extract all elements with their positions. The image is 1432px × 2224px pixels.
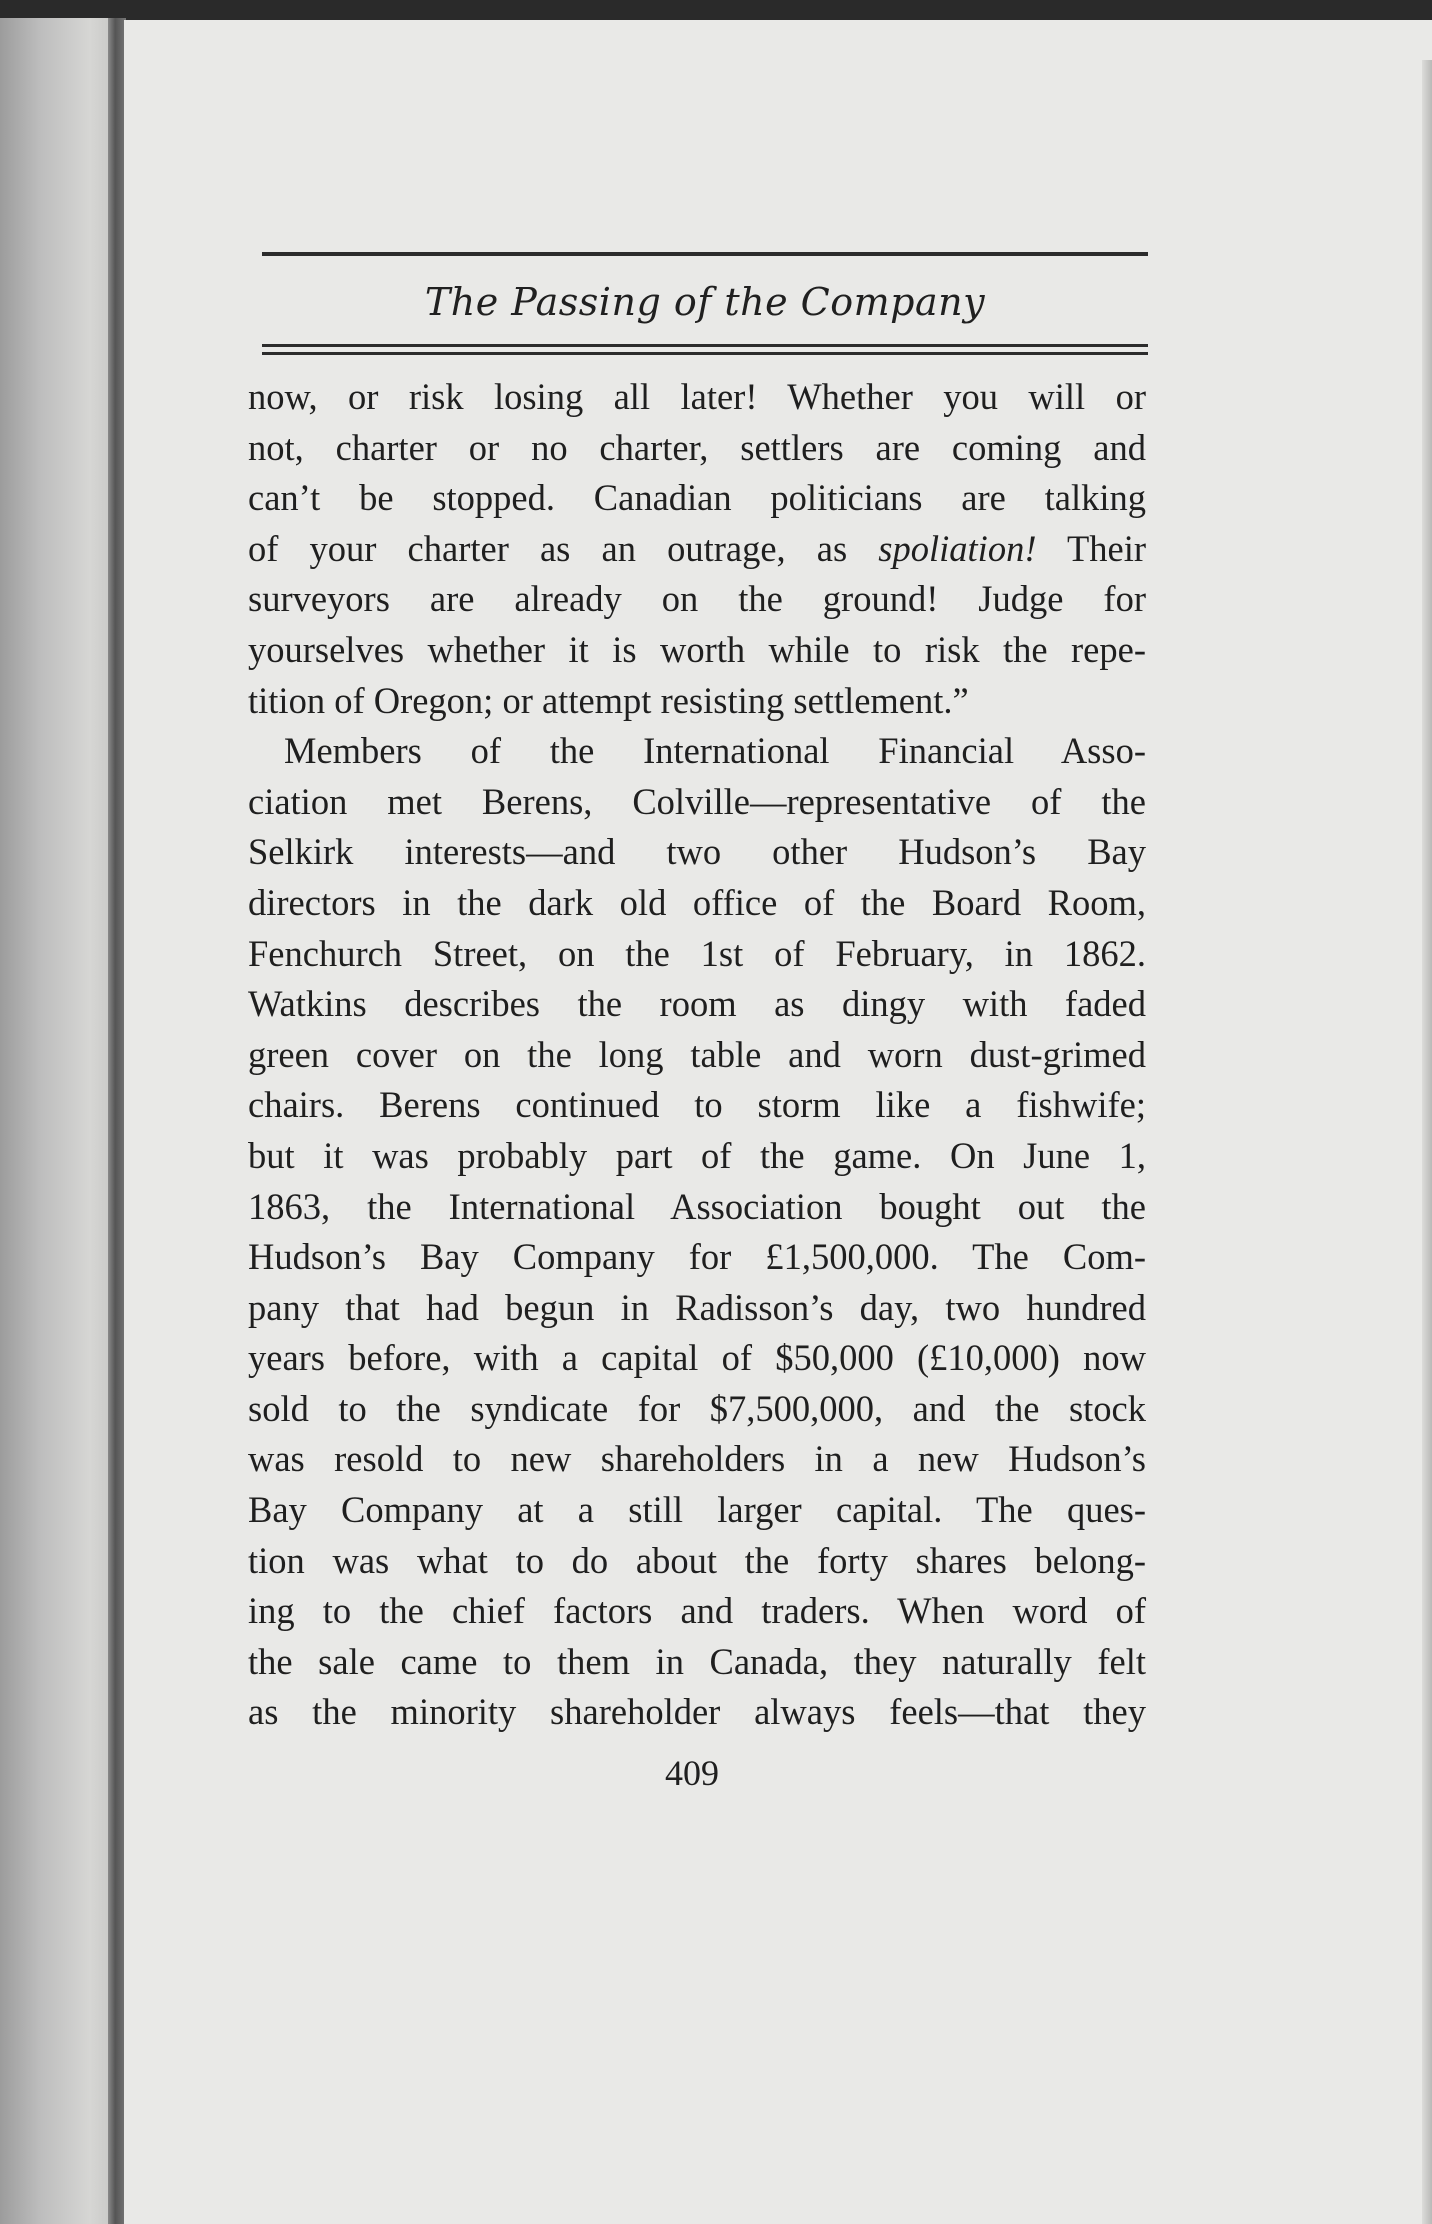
text-line: sold to the syndicate for $7,500,000, and the stock	[248, 1387, 1146, 1429]
header-double-rule	[262, 344, 1148, 355]
text-line: years before, with a capital of $50,000 (£10,000) now	[248, 1337, 1146, 1379]
page-number-text: 409	[665, 1753, 719, 1793]
text-line: tion was what to do about the forty shares belong-	[248, 1539, 1146, 1581]
text-line: surveyors are already on the ground! Judge for	[248, 578, 1146, 620]
text-line: Bay Company at a still larger capital. The ques-	[248, 1489, 1146, 1531]
text-line: Members of the International Financial Asso-	[284, 730, 1146, 772]
text-line: tition of Oregon; or attempt resisting settlement.”	[248, 679, 969, 721]
text-line: pany that had begun in Radisson’s day, two hundred	[248, 1286, 1146, 1328]
text-line: chairs. Berens continued to storm like a fishwife;	[248, 1084, 1146, 1126]
text-line: Watkins describes the room as dingy with faded	[248, 983, 1146, 1025]
text-line: ciation met Berens, Colville—representative of the	[248, 780, 1146, 822]
text-line: ing to the chief factors and traders. When word of	[248, 1590, 1146, 1632]
text-line: of your charter as an outrage, as spoliation! Their	[248, 527, 1146, 569]
text-line: as the minority shareholder always feels—that they	[248, 1691, 1146, 1733]
page-edge-shadow	[1422, 60, 1432, 2224]
text-line: Selkirk interests—and two other Hudson’s Bay	[248, 831, 1146, 873]
italic-emphasis: spoliation!	[878, 527, 1037, 569]
text-line: green cover on the long table and worn dust-grimed	[248, 1033, 1146, 1075]
text-line: but it was probably part of the game. On June 1,	[248, 1134, 1146, 1176]
facing-page-edge	[0, 18, 112, 2224]
text-line: Fenchurch Street, on the 1st of February, in 1862.	[248, 932, 1146, 974]
text-line: directors in the dark old office of the Board Room,	[248, 881, 1146, 923]
text-line: yourselves whether it is worth while to risk the repe-	[248, 628, 1146, 670]
header-top-rule	[262, 252, 1148, 256]
text-line: the sale came to them in Canada, they naturally felt	[248, 1640, 1146, 1682]
text-line: can’t be stopped. Canadian politicians are talking	[248, 477, 1146, 519]
running-title: The Passing of the Company	[424, 280, 986, 324]
text-line: not, charter or no charter, settlers are coming and	[248, 426, 1146, 468]
text-line: 1863, the International Association bought out the	[248, 1185, 1146, 1227]
body-text	[248, 372, 1146, 1738]
text-line: was resold to new shareholders in a new Hudson’s	[248, 1438, 1146, 1480]
text-line: Hudson’s Bay Company for £1,500,000. The Com-	[248, 1236, 1146, 1278]
page-header	[262, 252, 1148, 355]
text-line: now, or risk losing all later! Whether you will or	[248, 376, 1146, 417]
page-number	[0, 1752, 1432, 1794]
